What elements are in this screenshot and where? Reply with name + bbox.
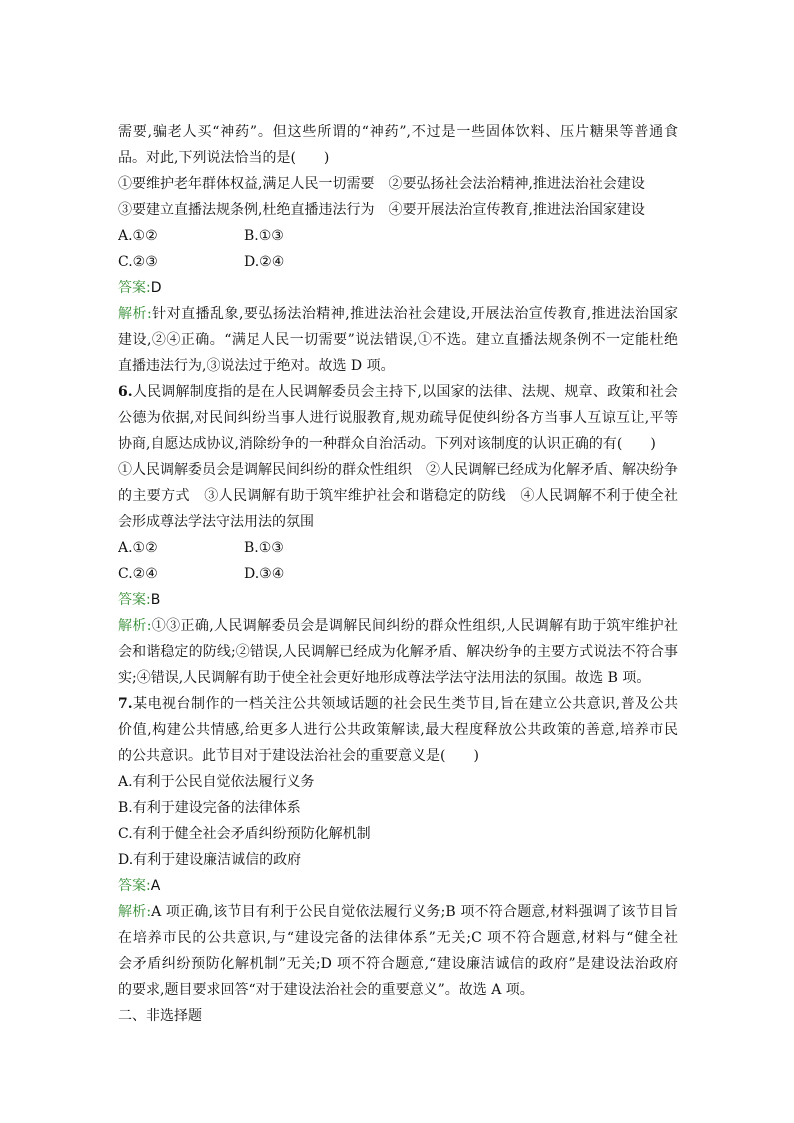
q7-answer-value: A	[150, 878, 161, 894]
q5-analysis-label: 解析:	[118, 306, 152, 322]
q6-stem-line-3: 协商,自愿达成协议,消除纷争的一种群众自治活动。下列对该制度的认识正确的有( )	[118, 436, 656, 452]
q5-option-d[interactable]: D.②④	[244, 254, 285, 270]
q7-analysis-label: 解析:	[118, 904, 152, 920]
q7-analysis-line-2: 在培养市民的公共意识,与“建设完备的法律体系”无关;C 项不符合题意,材料与“健全社	[118, 930, 678, 946]
q5-statement-line-2: ③要建立直播法规条例,杜绝直播违法行为 ④要开展法治宣传教育,推进法治国家建设	[118, 202, 645, 218]
q6-statement-line-2: 的主要方式 ③人民调解有助于筑牢维护社会和谐稳定的防线 ④人民调解不利于使全社	[118, 488, 678, 504]
q5-analysis-line-3: 直播违法行为,③说法过于绝对。故选 D 项。	[118, 358, 395, 374]
q6-stem-line-2: 公德为依据,对民间纠纷当事人进行说服教育,规劝疏导促使纠纷各方当事人互谅互让,平等	[118, 410, 678, 426]
q6-option-c[interactable]: C.②④	[118, 566, 158, 582]
q5-option-c[interactable]: C.②③	[118, 254, 158, 270]
q6-answer-value: B	[150, 592, 161, 608]
q7-option-a[interactable]: A.有利于公民自觉依法履行义务	[118, 774, 315, 790]
q7-option-d[interactable]: D.有利于建设廉洁诚信的政府	[118, 852, 302, 868]
document-content	[118, 119, 678, 1029]
q6-answer-label: 答案:	[118, 592, 151, 608]
q6-option-b[interactable]: B.①③	[244, 540, 284, 556]
q6-analysis-label: 解析:	[118, 618, 152, 634]
section-title: 二、非选择题	[118, 1008, 202, 1024]
q6-options-row-2	[118, 561, 678, 587]
q5-analysis-line-1: 解析:针对直播乱象,要弘扬法治精神,推进法治社会建设,开展法治宣传教育,推进法治国家	[118, 306, 678, 322]
q7-analysis-line-1: 解析:A 项正确,该节目有利于公民自觉依法履行义务;B 项不符合题意,材料强调了该节目旨	[118, 904, 678, 920]
q7-option-c[interactable]: C.有利于健全社会矛盾纠纷预防化解机制	[118, 826, 371, 842]
q5-stem-line-2: 品。对此,下列说法恰当的是( )	[118, 150, 330, 166]
q7-answer	[118, 873, 678, 899]
q7-number: 7.	[118, 696, 133, 712]
q5-option-b[interactable]: B.①③	[244, 228, 284, 244]
q5-answer-label: 答案:	[118, 280, 151, 296]
q7-answer-label: 答案:	[118, 878, 151, 894]
q6-options-row-1	[118, 535, 678, 561]
q5-options-row-2	[118, 249, 678, 275]
q5-analysis-line-2: 建设,②④正确。“满足人民一切需要”说法错误,①不选。建立直播法规条例不一定能杜绝	[118, 332, 678, 348]
q6-analysis-line-1: 解析:①③正确,人民调解委员会是调解民间纠纷的群众性组织,人民调解有助于筑牢维护社	[118, 618, 678, 634]
q6-statement-line-1: ①人民调解委员会是调解民间纠纷的群众性组织 ②人民调解已经成为化解矛盾、解决纷争	[118, 462, 678, 478]
q5-stem-line-1: 需要,骗老人买“神药”。但这些所谓的“神药”,不过是一些固体饮料、压片糖果等普通食	[118, 124, 678, 140]
q7-stem-line-1: 7.某电视台制作的一档关注公共领域话题的社会民生类节目,旨在建立公共意识,普及公共	[118, 696, 678, 712]
q6-statement-line-3: 会形成尊法学法守法用法的氛围	[118, 514, 314, 530]
q6-analysis-line-3: 实;④错误,人民调解有助于使全社会更好地形成尊法学法守法用法的氛围。故选 B 项。	[118, 670, 651, 686]
q5-answer	[118, 275, 678, 301]
q5-options-row-1	[118, 223, 678, 249]
q6-number: 6.	[118, 384, 133, 400]
q7-stem-line-2: 价值,构建公共情感,给更多人进行公共政策解读,最大程度释放公共政策的善意,培养市民	[118, 722, 678, 738]
q5-answer-value: D	[150, 280, 162, 296]
q7-analysis-line-4: 的要求,题目要求回答“对于建设法治社会的重要意义”。故选 A 项。	[118, 982, 534, 998]
q6-analysis-line-2: 会和谐稳定的防线;②错误,人民调解已经成为化解矛盾、解决纷争的主要方式说法不符合事	[118, 644, 678, 660]
q6-stem-line-1: 6.人民调解制度指的是在人民调解委员会主持下,以国家的法律、法规、规章、政策和社会	[118, 384, 678, 400]
q6-option-d[interactable]: D.③④	[244, 566, 285, 582]
q7-stem-line-3: 的公共意识。此节目对于建设法治社会的重要意义是( )	[118, 748, 479, 764]
q7-option-b[interactable]: B.有利于建设完备的法律体系	[118, 800, 301, 816]
q5-option-a[interactable]: A.①②	[118, 228, 158, 244]
q5-statement-line-1: ①要维护老年群体权益,满足人民一切需要 ②要弘扬社会法治精神,推进法治社会建设	[118, 176, 645, 192]
q6-option-a[interactable]: A.①②	[118, 540, 158, 556]
q6-answer	[118, 587, 678, 613]
q7-analysis-line-3: 会矛盾纠纷预防化解机制”无关;D 项不符合题意,“建设廉洁诚信的政府”是建设法治政府	[118, 956, 678, 972]
